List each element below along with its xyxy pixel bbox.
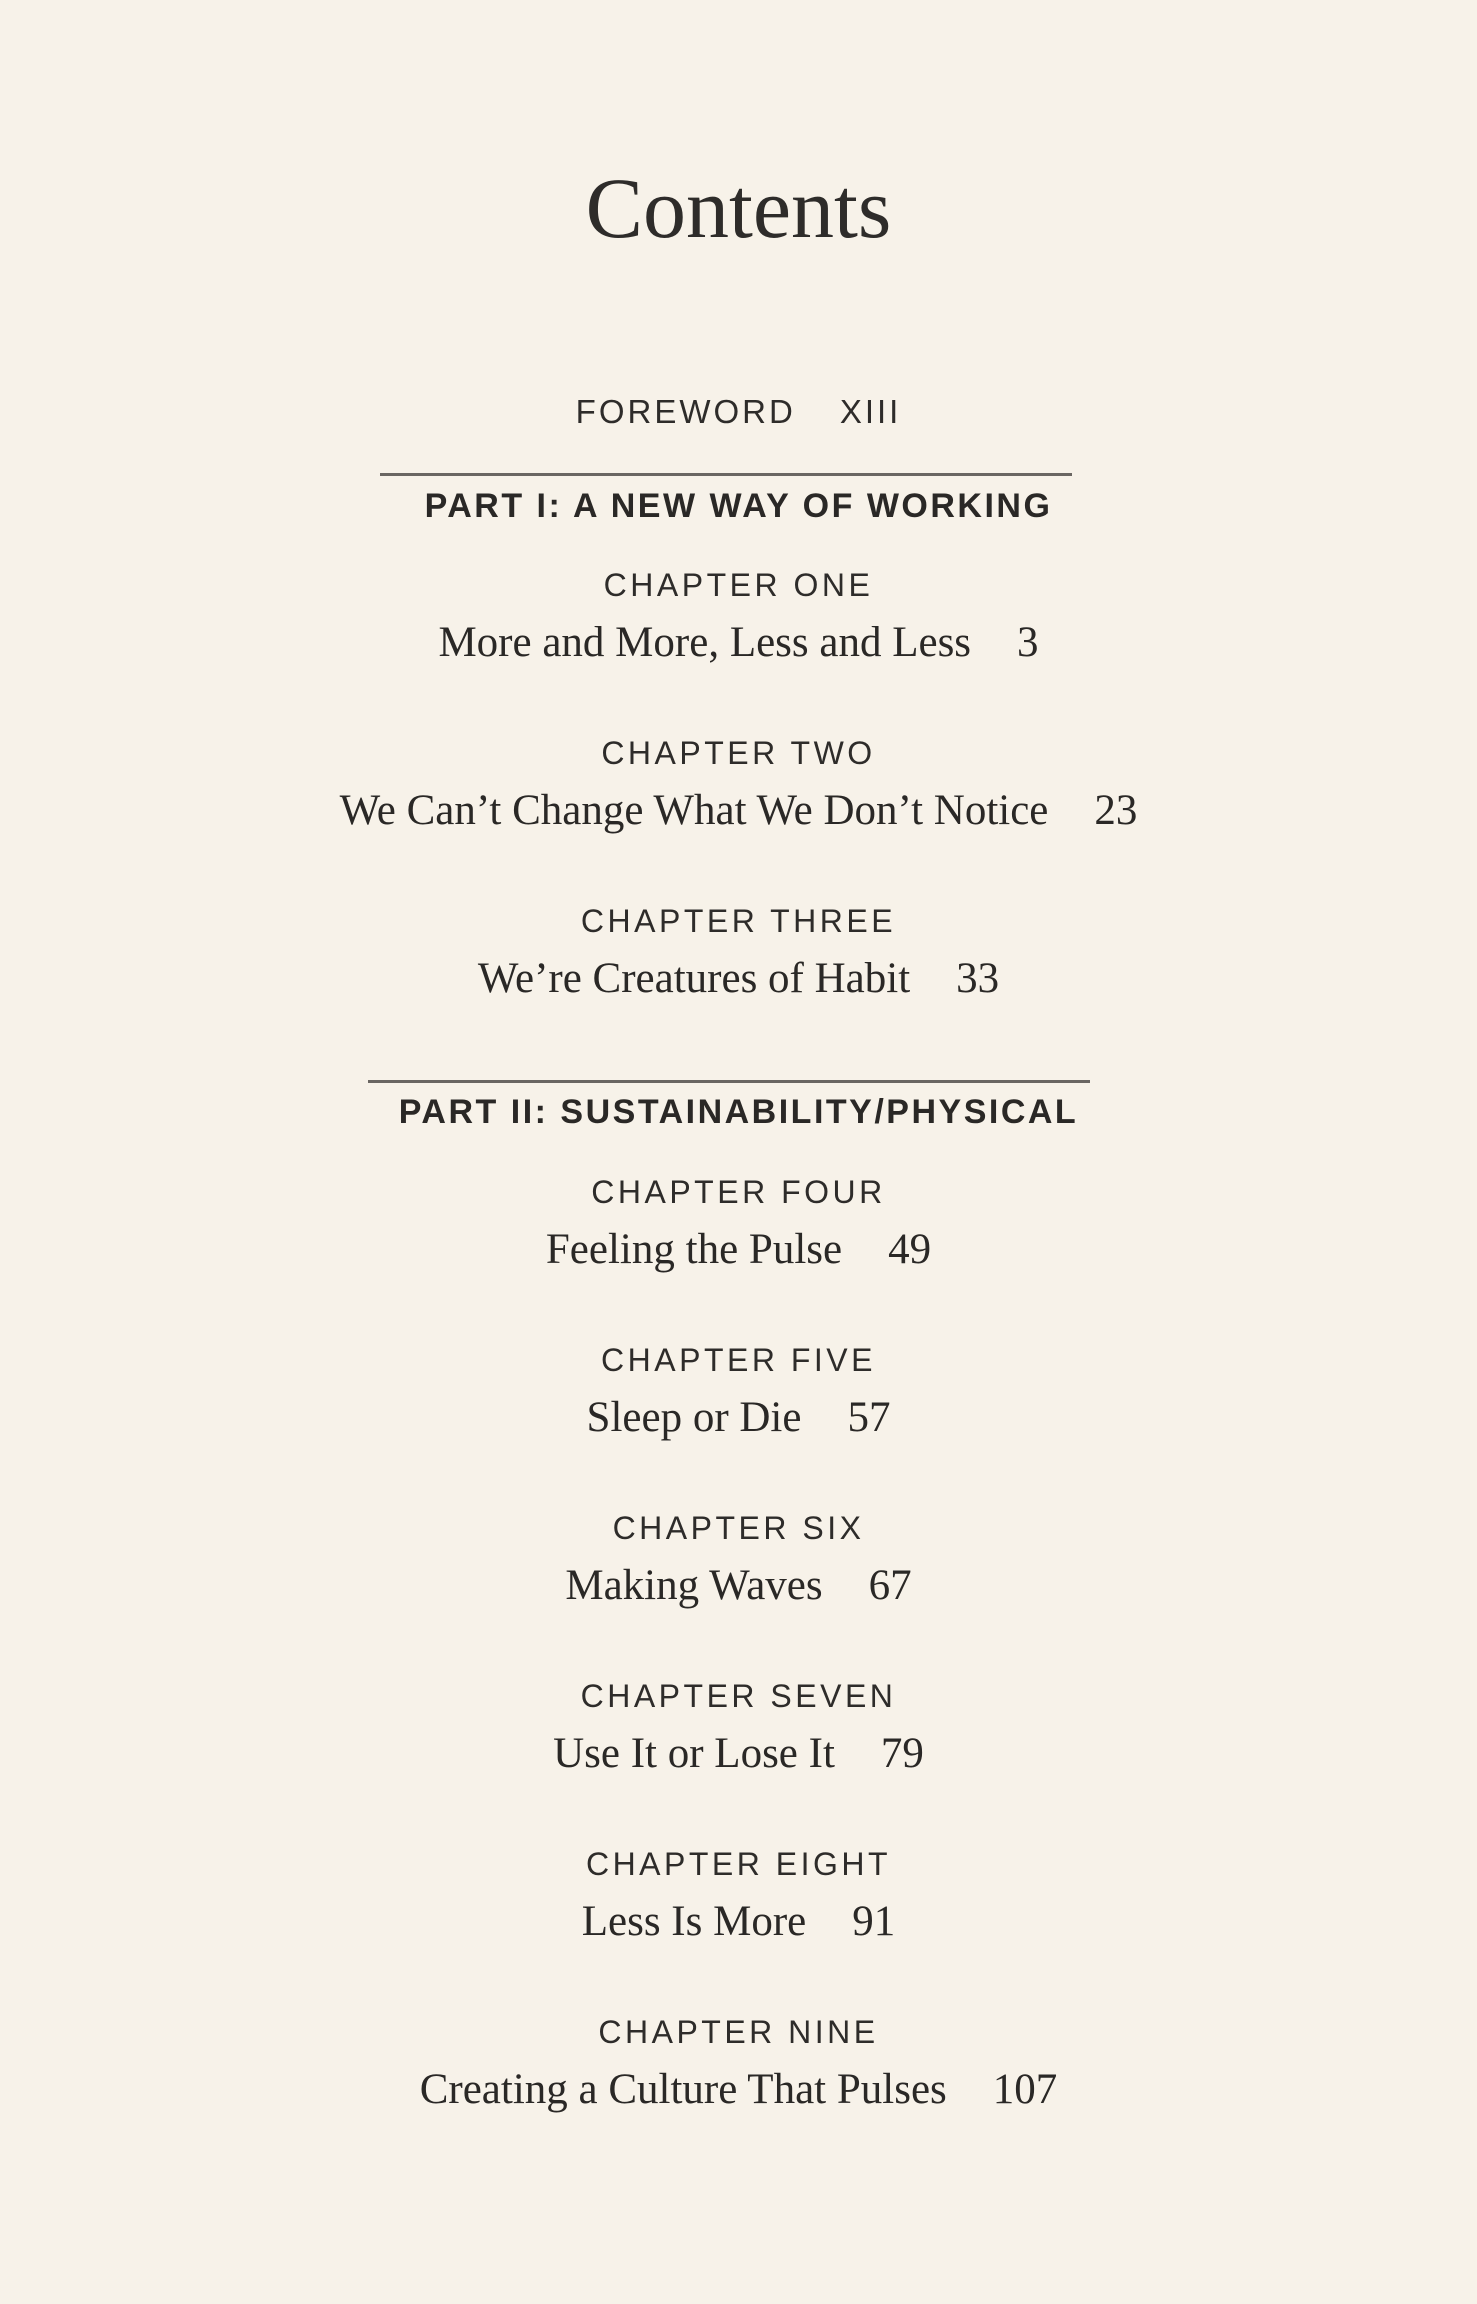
chapter-entry[interactable] (0, 1172, 1477, 1276)
chapter-label: CHAPTER EIGHT (585, 1846, 892, 1882)
chapter-entry[interactable] (0, 565, 1477, 669)
chapter-page-number: 67 (868, 1562, 912, 1609)
chapter-title: Making Waves (565, 1562, 823, 1609)
chapter-label: CHAPTER FOUR (591, 1174, 886, 1210)
chapter-page-number: 79 (880, 1730, 924, 1777)
chapter-title: Feeling the Pulse (545, 1226, 843, 1273)
chapter-entry[interactable] (0, 1844, 1477, 1948)
chapter-label: CHAPTER SEVEN (580, 1678, 897, 1714)
chapter-label: CHAPTER TWO (601, 735, 876, 771)
chapter-title: More and More, Less and Less (438, 619, 972, 666)
chapter-entry[interactable] (0, 733, 1477, 837)
chapter-entry[interactable] (0, 1508, 1477, 1612)
chapter-label: CHAPTER SIX (612, 1510, 865, 1546)
chapter-label: CHAPTER FIVE (601, 1342, 876, 1378)
chapter-title: Use It or Lose It (553, 1730, 835, 1777)
foreword-label: FOREWORD (575, 393, 796, 430)
chapter-title: We Can’t Change What We Don’t Notice (339, 787, 1049, 834)
chapter-entry[interactable] (0, 901, 1477, 1005)
part-1-heading: PART I: A NEW WAY OF WORKING (424, 487, 1053, 525)
part-2-heading: PART II: SUSTAINABILITY/PHYSICAL (398, 1093, 1079, 1131)
part-2-rule (368, 1080, 1090, 1083)
chapter-page-number: 23 (1094, 787, 1138, 834)
foreword-page-number: XIII (839, 393, 902, 430)
chapter-page-number: 91 (852, 1898, 896, 1945)
chapter-page-number: 3 (1017, 619, 1039, 666)
foreword-entry[interactable] (0, 393, 1477, 431)
chapter-label: CHAPTER THREE (580, 903, 897, 939)
chapter-page-number: 49 (888, 1226, 932, 1273)
chapter-page-number: 107 (992, 2066, 1058, 2113)
chapter-title: Less Is More (581, 1898, 807, 1945)
chapter-label: CHAPTER ONE (603, 567, 874, 603)
chapter-title: Sleep or Die (586, 1394, 802, 1441)
chapter-page-number: 57 (847, 1394, 891, 1441)
chapter-title: We’re Creatures of Habit (477, 955, 911, 1002)
part-1-rule (380, 473, 1072, 476)
chapter-entry[interactable] (0, 1676, 1477, 1780)
chapter-entry[interactable] (0, 1340, 1477, 1444)
page-title: Contents (585, 160, 892, 256)
chapter-title: Creating a Culture That Pulses (419, 2066, 947, 2113)
chapter-label: CHAPTER NINE (598, 2014, 879, 2050)
chapter-entry[interactable] (0, 2012, 1477, 2116)
chapter-page-number: 33 (956, 955, 1000, 1002)
